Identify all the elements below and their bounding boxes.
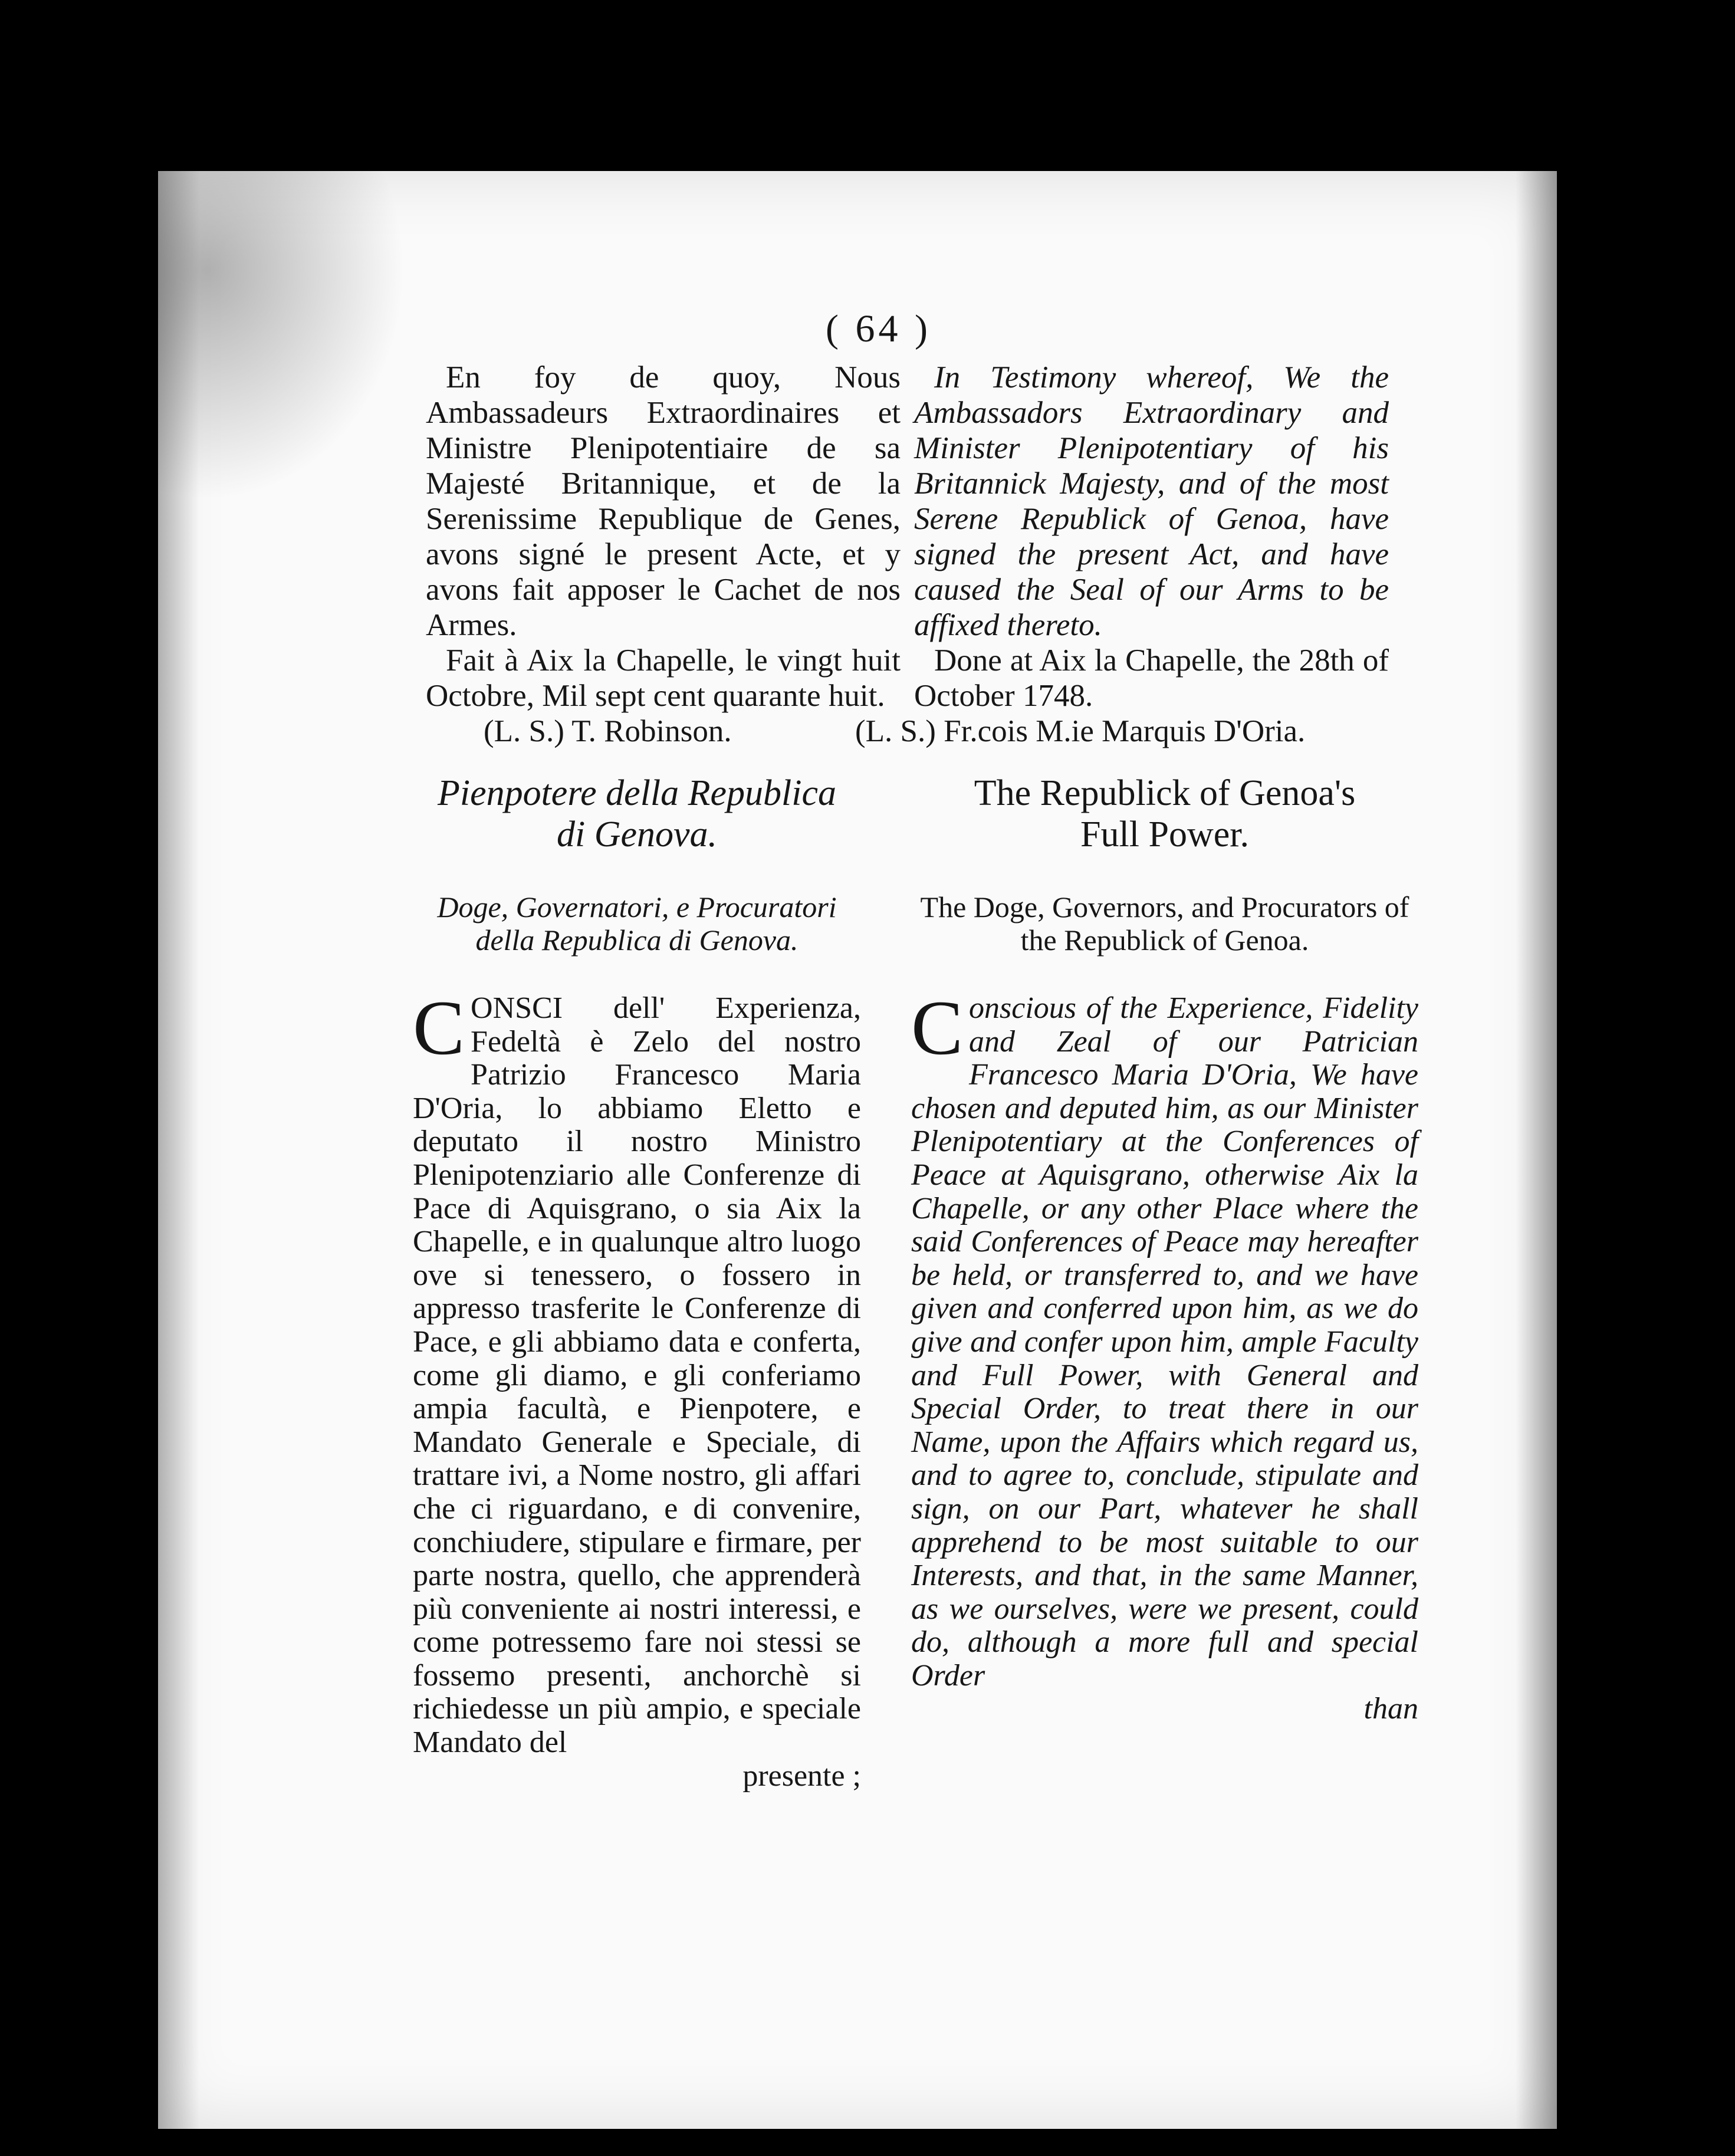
italian-full-power-column bbox=[413, 773, 861, 1793]
signature-robinson: (L. S.) T. Robinson. bbox=[484, 714, 732, 748]
italian-subheading: Doge, Governatori, e Procuratori della Republica di Genova. bbox=[437, 890, 837, 957]
english-dropcap: C bbox=[911, 984, 964, 1071]
italian-heading-line2: di Genova. bbox=[556, 814, 718, 854]
italian-body bbox=[413, 984, 861, 1760]
italian-body-text: ONSCI dell' Experienza, Fedeltà è Zelo del nostro Patrizio Francesco Maria D'Oria, lo abbiamo Eletto e deputato il nostro Ministro Plenipotenziario alle Conferenze di Pace di Aquisgrano, o sia Aix la Chapelle, e in qualunque altro luogo ove si tenessero, o fossero in appresso trasferite le Conferenze di Pace, e gli abbiamo data e conferta, come gli diamo, e gli conferiamo ampia facultà, e Pienpotere, e Mandato Generale e Speciale, di trattare ivi, a Nome nostro, gli affari che ci riguardano, e di convenire, conchiudere, stipulare e firmare, per parte nostra, quello, che apprenderà più conveniente ai nostri interessi, e come potressemo fare noi stessi se fossemo presenti, anchorchè si richiedesse un più ampio, e speciale Mandato del bbox=[413, 991, 861, 1760]
page-number: ( 64 ) bbox=[826, 307, 931, 350]
french-testimony-paragraph: En foy de quoy, Nous Ambassadeurs Extraordinaires et Ministre Plenipotentiaire de sa Majesté Britannique, et de la Serenissime Republique de Genes, avons signé le present Acte, et y avons fait apposer le Cachet de nos Armes. bbox=[426, 360, 901, 642]
french-column bbox=[426, 360, 901, 714]
english-heading-line1: The Republick of Genoa's bbox=[974, 773, 1356, 813]
page-edge-shadow-left bbox=[158, 171, 199, 2129]
english-full-power-column bbox=[911, 773, 1418, 1726]
italian-heading-line1: Pienpotere della Republica bbox=[437, 773, 837, 813]
english-heading-line2: Full Power. bbox=[1080, 814, 1249, 854]
english-date-paragraph: Done at Aix la Chapelle, the 28th of October 1748. bbox=[914, 643, 1389, 713]
signature-doria: (L. S.) Fr.cois M.ie Marquis D'Oria. bbox=[855, 714, 1306, 748]
english-column bbox=[914, 360, 1389, 714]
english-body-text: onscious of the Experience, Fidelity and Zeal of our Patrician Francesco Maria D'Oria, We have chosen and deputed him, as our Minister Plenipotentiary at the Conferences of Peace at Aquisgrano, otherwise Aix la Chapelle, or any other Place where the said Conferences of Peace may hereafter be held, or transferred to, and we have given and conferred upon him, as we do give and confer upon him, ample Faculty and Full Power, with General and Special Order, to treat there in our Name, upon the Affairs which regard us, and to agree to, conclude, stipulate and sign, on our Part, whatever he shall apprehend to be most suitable to our Interests, and that, in the same Manner, as we ourselves, were we present, could do, although a more full and special Order bbox=[911, 991, 1418, 1692]
english-subheading: The Doge, Governors, and Procurators of the Republick of Genoa. bbox=[920, 890, 1409, 957]
english-catchword: than bbox=[1363, 1692, 1418, 1726]
italian-dropcap: C bbox=[413, 984, 465, 1071]
english-body bbox=[911, 984, 1418, 1692]
french-date-paragraph: Fait à Aix la Chapelle, le vingt huit Octobre, Mil sept cent quarante huit. bbox=[426, 643, 901, 713]
italian-catchword: presente ; bbox=[742, 1759, 861, 1793]
page-edge-shadow-right bbox=[1516, 171, 1557, 2129]
english-testimony-paragraph: In Testimony whereof, We the Ambassadors Extraordinary and Minister Plenipotentiary of his Britannick Majesty, and of the most Serene Republick of Genoa, have signed the present Act, and have caused the Seal of our Arms to be affixed thereto. bbox=[914, 360, 1389, 642]
